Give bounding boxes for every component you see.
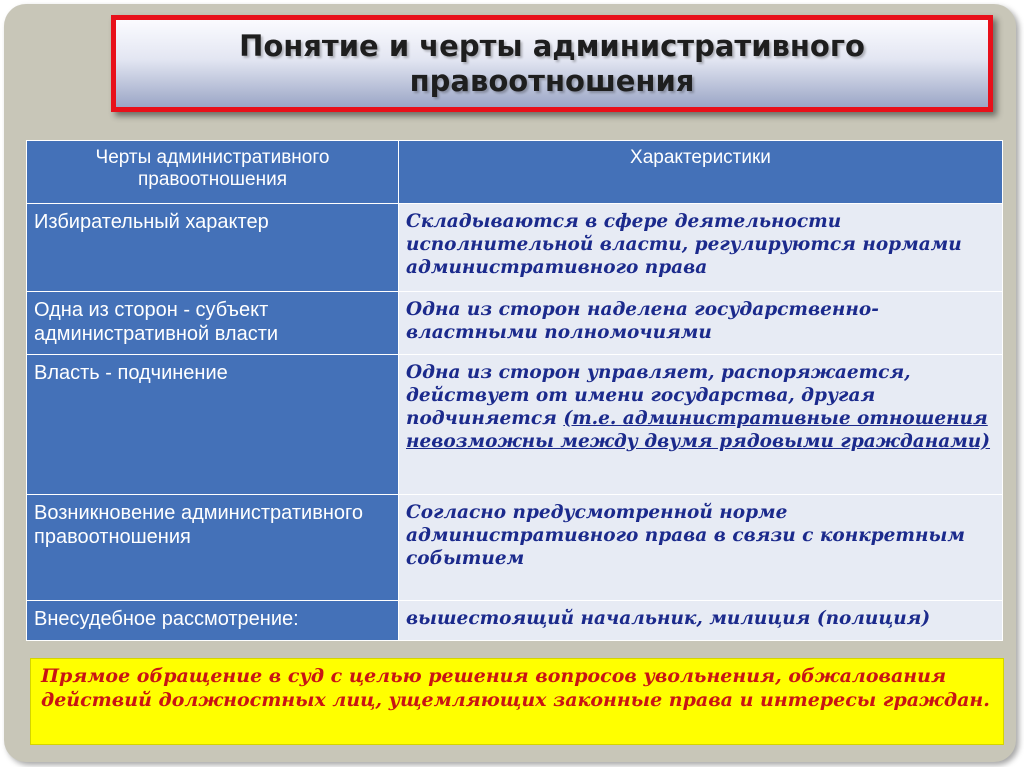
title-box [111,15,993,112]
note-box [30,658,1004,745]
description-underlined-text: (т.е. административные отношения невозможны между двумя рядовыми гражданами) [406,408,991,452]
table-row [27,204,1003,292]
description-text: Одна из сторон управляет, распоряжается, действует от имени государства, другая подчиняется [406,362,911,429]
header-features: Черты административного правоотношения [27,141,399,204]
slide-title [239,29,865,99]
table-row [27,292,1003,355]
table-row [27,355,1003,495]
table-header-row [27,141,1003,204]
feature-cell: Избирательный характер [27,204,399,292]
table-row [27,601,1003,641]
feature-cell: Власть - подчинение [27,355,399,495]
title-line-1: Понятие и черты административного [239,28,865,63]
feature-cell: Внесудебное рассмотрение: [27,601,399,641]
feature-cell: Возникновение административного правоотношения [27,495,399,601]
header-characteristics: Характеристики [399,141,1003,204]
features-table [26,140,1003,641]
description-cell: вышестоящий начальник, милиция (полиция) [399,601,1003,641]
description-cell: Согласно предусмотренной норме административного права в связи с конкретным событием [399,495,1003,601]
description-cell: Складываются в сфере деятельности исполнительной власти, регулируются нормами административного права [399,204,1003,292]
description-cell [399,355,1003,495]
note-text: Прямое обращение в суд с целью решения вопросов увольнения, обжалования действий должностных лиц, ущемляющих законные права и интересы граждан. [41,665,990,711]
table-row [27,495,1003,601]
feature-cell: Одна из сторон - субъект административной власти [27,292,399,355]
title-line-2: правоотношения [409,63,695,98]
description-cell: Одна из сторон наделена государственно-властными полномочиями [399,292,1003,355]
